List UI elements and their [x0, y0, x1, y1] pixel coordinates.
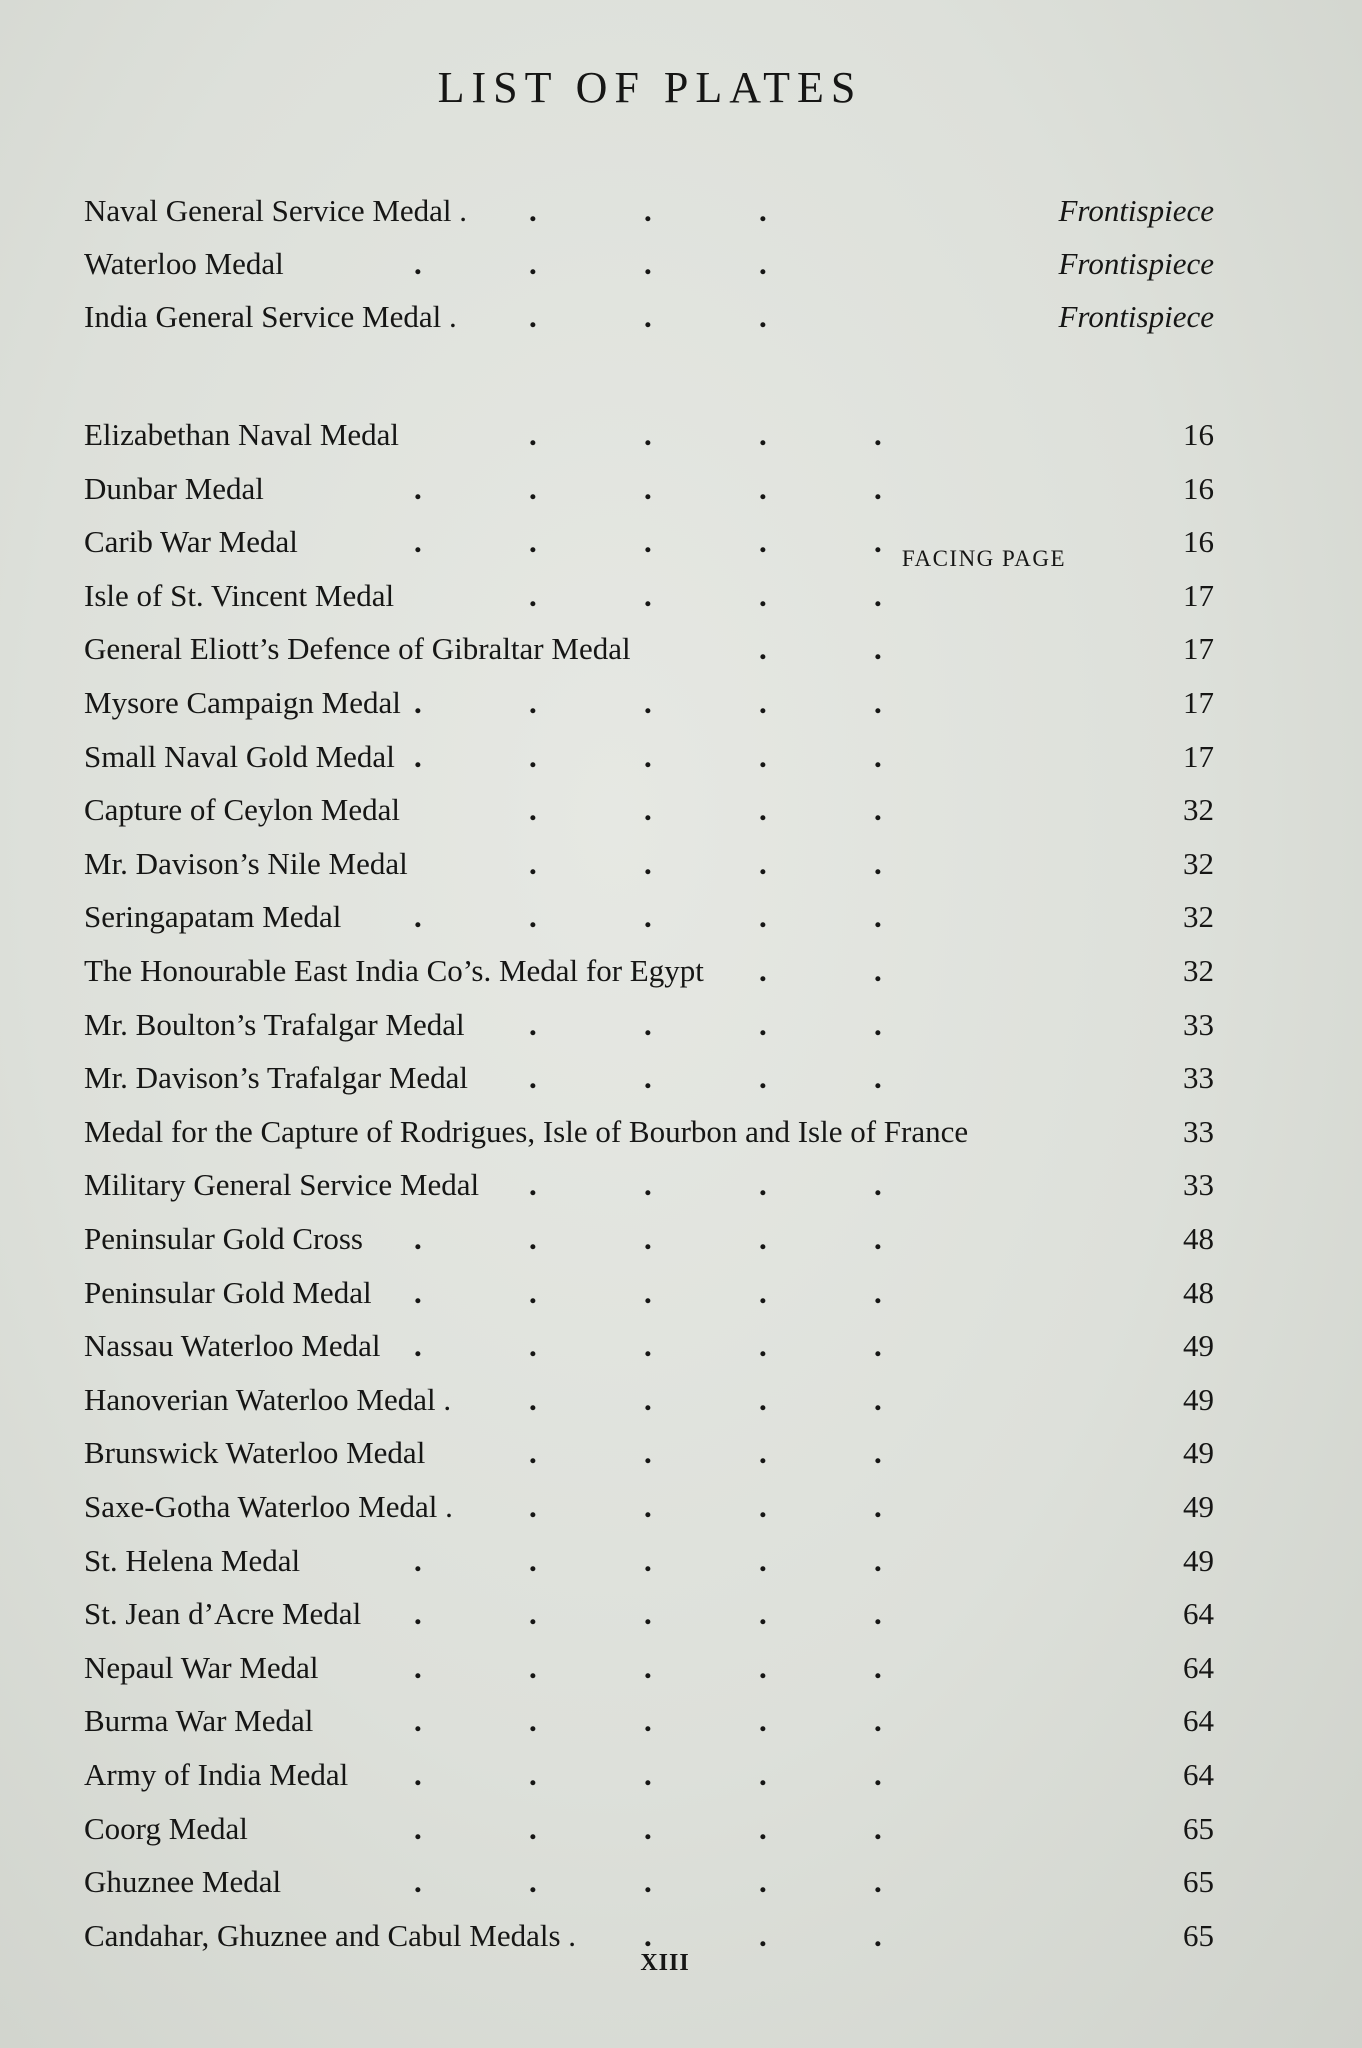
page-number: 17 [1183, 685, 1214, 720]
page-number: 16 [1183, 417, 1214, 452]
leader-dots [84, 294, 1214, 340]
leader-dots [84, 1484, 1214, 1530]
leader-dot: . [644, 1435, 652, 1470]
leader-dot: . [529, 1060, 537, 1095]
leader-dot: . [759, 193, 767, 228]
plate-title: Small Naval Gold Medal [84, 739, 395, 774]
plate-entry [84, 573, 1214, 619]
leader-dot: . [759, 1864, 767, 1899]
leader-dot: . [529, 578, 537, 613]
leader-dot: . [759, 1650, 767, 1685]
plate-entry [84, 1216, 1214, 1262]
plate-entry [84, 1484, 1214, 1530]
leader-dot: . [414, 1275, 422, 1310]
page-number: 33 [1183, 1007, 1214, 1042]
plate-title: Hanoverian Waterloo Medal . [84, 1382, 452, 1417]
leader-dot: . [759, 299, 767, 334]
leader-dot: . [414, 739, 422, 774]
leader-dots [84, 412, 1214, 458]
leader-dot: . [414, 685, 422, 720]
leader-dot: . [759, 1007, 767, 1042]
leader-dot: . [874, 1864, 882, 1899]
leader-dots [84, 1162, 1214, 1208]
leader-dot: . [644, 739, 652, 774]
page-number: 49 [1183, 1489, 1214, 1524]
page-number: 65 [1183, 1811, 1214, 1846]
leader-dot: . [529, 1489, 537, 1524]
leader-dot: . [874, 1007, 882, 1042]
page-number: 17 [1183, 739, 1214, 774]
leader-dots [84, 894, 1214, 940]
plate-title: Peninsular Gold Medal [84, 1275, 372, 1310]
leader-dot: . [644, 1275, 652, 1310]
leader-dot: . [414, 1328, 422, 1363]
plate-title: Mysore Campaign Medal [84, 685, 401, 720]
plate-entry [84, 841, 1214, 887]
leader-dot: . [874, 1918, 882, 1953]
plate-title: Mr. Davison’s Nile Medal [84, 846, 408, 881]
leader-dot: . [874, 1221, 882, 1256]
leader-dot: . [874, 1543, 882, 1578]
leader-dot: . [644, 1221, 652, 1256]
page-number: 33 [1183, 1114, 1214, 1149]
plate-entry [84, 1538, 1214, 1584]
leader-dot: . [644, 1007, 652, 1042]
leader-dot: . [529, 1757, 537, 1792]
leader-dot: . [759, 846, 767, 881]
plate-entry [84, 626, 1214, 672]
leader-dots [84, 1698, 1214, 1744]
leader-dot: . [414, 471, 422, 506]
leader-dot: . [414, 1543, 422, 1578]
plate-entry [84, 1806, 1214, 1852]
leader-dot: . [874, 953, 882, 988]
plate-entry [84, 1055, 1214, 1101]
leader-dot: . [874, 1167, 882, 1202]
leader-dot: . [874, 792, 882, 827]
leader-dots [84, 241, 1214, 287]
leader-dot: . [529, 524, 537, 559]
leader-dot: . [759, 1918, 767, 1953]
leader-dot: . [644, 1060, 652, 1095]
leader-dot: . [874, 631, 882, 666]
plate-title: Burma War Medal [84, 1703, 314, 1738]
leader-dot: . [644, 246, 652, 281]
leader-dot: . [529, 246, 537, 281]
plate-title: Mr. Davison’s Trafalgar Medal [84, 1060, 469, 1095]
page-number: 32 [1183, 846, 1214, 881]
leader-dot: . [529, 417, 537, 452]
leader-dot: . [414, 899, 422, 934]
page-title: LIST OF PLATES [437, 63, 863, 112]
leader-dot: . [529, 899, 537, 934]
leader-dot: . [644, 1864, 652, 1899]
leader-dot: . [759, 1275, 767, 1310]
plate-title: Capture of Ceylon Medal [84, 792, 400, 827]
leader-dot: . [529, 1275, 537, 1310]
leader-dots [84, 1216, 1214, 1262]
leader-dot: . [414, 1811, 422, 1846]
page-number: 48 [1183, 1221, 1214, 1256]
page-number: 65 [1183, 1918, 1214, 1953]
leader-dots [84, 626, 1214, 672]
page-number: 33 [1183, 1060, 1214, 1095]
plate-title: Saxe-Gotha Waterloo Medal . [84, 1489, 453, 1524]
plate-entry [84, 1430, 1214, 1476]
leader-dot: . [644, 1918, 652, 1953]
leader-dot: . [874, 1703, 882, 1738]
leader-dot: . [644, 1489, 652, 1524]
leader-dot: . [874, 417, 882, 452]
leader-dot: . [644, 846, 652, 881]
leader-dot: . [529, 1864, 537, 1899]
page-number: 16 [1183, 524, 1214, 559]
leader-dot: . [644, 193, 652, 228]
plate-entry [84, 1162, 1214, 1208]
leader-dot: . [644, 578, 652, 613]
leader-dots [84, 1055, 1214, 1101]
leader-dot: . [529, 792, 537, 827]
leader-dot: . [644, 1811, 652, 1846]
leader-dots [84, 787, 1214, 833]
leader-dots [84, 948, 1214, 994]
leader-dot: . [759, 1811, 767, 1846]
leader-dot: . [874, 899, 882, 934]
leader-dot: . [759, 471, 767, 506]
leader-dot: . [529, 1650, 537, 1685]
leader-dot: . [874, 1811, 882, 1846]
plate-title: St. Helena Medal [84, 1543, 301, 1578]
leader-dot: . [874, 1489, 882, 1524]
plate-entry [84, 1859, 1214, 1905]
leader-dot: . [759, 792, 767, 827]
leader-dot: . [759, 1328, 767, 1363]
leader-dot: . [414, 1703, 422, 1738]
leader-dot: . [529, 1382, 537, 1417]
page-number: 64 [1183, 1757, 1214, 1792]
leader-dot: . [874, 1060, 882, 1095]
plate-entry [84, 466, 1214, 512]
plate-title: Peninsular Gold Cross [84, 1221, 363, 1256]
leader-dot: . [529, 846, 537, 881]
leader-dot: . [529, 1167, 537, 1202]
plate-title: Naval General Service Medal . [84, 193, 468, 228]
page-folio: XIII [640, 1950, 690, 1976]
leader-dot: . [529, 1435, 537, 1470]
leader-dot: . [529, 1221, 537, 1256]
leader-dot: . [644, 1167, 652, 1202]
frontispiece-entry [84, 188, 1214, 234]
leader-dot: . [414, 1757, 422, 1792]
frontispiece-ref: Frontispiece [1058, 193, 1214, 228]
facing-page-header: FACING PAGE [901, 546, 1066, 571]
leader-dot: . [759, 1703, 767, 1738]
leader-dot: . [644, 299, 652, 334]
plate-entry [84, 1752, 1214, 1798]
leader-dot: . [874, 1382, 882, 1417]
leader-dot: . [414, 1221, 422, 1256]
page-number: 65 [1183, 1864, 1214, 1899]
page-number: 32 [1183, 953, 1214, 988]
page-number: 64 [1183, 1650, 1214, 1685]
leader-dot: . [759, 1221, 767, 1256]
plate-entry [84, 1645, 1214, 1691]
plate-title: Medal for the Capture of Rodrigues, Isle of Bourbon and Isle of France [84, 1114, 969, 1149]
page-number: 49 [1183, 1435, 1214, 1470]
leader-dot: . [529, 1543, 537, 1578]
plate-title: India General Service Medal . [84, 299, 457, 334]
plate-entry [84, 1591, 1214, 1637]
leader-dot: . [874, 846, 882, 881]
leader-dot: . [644, 1703, 652, 1738]
leader-dots [84, 1270, 1214, 1316]
leader-dot: . [644, 1596, 652, 1631]
plate-entry [84, 680, 1214, 726]
page-number: 64 [1183, 1596, 1214, 1631]
leader-dot: . [759, 578, 767, 613]
leader-dot: . [644, 1543, 652, 1578]
leader-dot: . [529, 685, 537, 720]
plate-title: Elizabethan Naval Medal [84, 417, 400, 452]
plate-title: Nassau Waterloo Medal [84, 1328, 381, 1363]
leader-dots [84, 680, 1214, 726]
page-number: 32 [1183, 792, 1214, 827]
plate-entry [84, 734, 1214, 780]
leader-dots [84, 1591, 1214, 1637]
leader-dot: . [759, 1489, 767, 1524]
page-number: 49 [1183, 1328, 1214, 1363]
page-number: 48 [1183, 1275, 1214, 1310]
leader-dot: . [529, 1007, 537, 1042]
leader-dot: . [874, 685, 882, 720]
leader-dots [84, 1002, 1214, 1048]
page-number: 32 [1183, 899, 1214, 934]
plate-title: Candahar, Ghuznee and Cabul Medals . [84, 1918, 577, 1953]
page-number: 64 [1183, 1703, 1214, 1738]
leader-dot: . [759, 685, 767, 720]
plate-entry [84, 1002, 1214, 1048]
leader-dot: . [529, 299, 537, 334]
leader-dot: . [644, 899, 652, 934]
leader-dot: . [644, 471, 652, 506]
plate-entry [84, 787, 1214, 833]
leader-dot: . [874, 471, 882, 506]
leader-dots [84, 1430, 1214, 1476]
leader-dot: . [874, 1275, 882, 1310]
page-number: 17 [1183, 631, 1214, 666]
leader-dot: . [759, 631, 767, 666]
plate-title: Mr. Boulton’s Trafalgar Medal [84, 1007, 465, 1042]
leader-dot: . [759, 524, 767, 559]
page-number: 33 [1183, 1167, 1214, 1202]
leader-dot: . [759, 1757, 767, 1792]
leader-dot: . [759, 899, 767, 934]
leader-dot: . [759, 246, 767, 281]
leader-dot: . [644, 1757, 652, 1792]
frontispiece-ref: Frontispiece [1058, 299, 1214, 334]
leader-dots [84, 1752, 1214, 1798]
page-number: 49 [1183, 1543, 1214, 1578]
leader-dot: . [644, 685, 652, 720]
plate-entry [84, 1109, 1214, 1155]
leader-dot: . [414, 1596, 422, 1631]
plate-title: Army of India Medal [84, 1757, 349, 1792]
leader-dot: . [529, 1596, 537, 1631]
plate-title: The Honourable East India Co’s. Medal for Egypt [84, 953, 704, 988]
leader-dot: . [644, 524, 652, 559]
leader-dot: . [874, 1596, 882, 1631]
frontispiece-ref: Frontispiece [1058, 246, 1214, 281]
page-number: 49 [1183, 1382, 1214, 1417]
plate-title: Seringapatam Medal [84, 899, 342, 934]
leader-dot: . [529, 1328, 537, 1363]
leader-dot: . [759, 1435, 767, 1470]
leader-dots [84, 1806, 1214, 1852]
leader-dots [84, 466, 1214, 512]
leader-dot: . [759, 1596, 767, 1631]
leader-dot: . [644, 1650, 652, 1685]
plate-title: Dunbar Medal [84, 471, 264, 506]
leader-dot: . [529, 193, 537, 228]
plate-entry [84, 948, 1214, 994]
plate-entry [84, 412, 1214, 458]
leader-dot: . [644, 1382, 652, 1417]
plate-title: Isle of St. Vincent Medal [84, 578, 395, 613]
leader-dot: . [529, 1811, 537, 1846]
plate-title: Waterloo Medal [84, 246, 284, 281]
leader-dot: . [874, 1757, 882, 1792]
plate-title: Ghuznee Medal [84, 1864, 282, 1899]
leader-dot: . [759, 953, 767, 988]
leader-dots [84, 734, 1214, 780]
plate-entry [84, 894, 1214, 940]
leader-dot: . [874, 1435, 882, 1470]
plate-entry [84, 1698, 1214, 1744]
plate-title: Coorg Medal [84, 1811, 248, 1846]
leader-dot: . [529, 1703, 537, 1738]
leader-dots [84, 1377, 1214, 1423]
leader-dot: . [529, 739, 537, 774]
leader-dot: . [414, 246, 422, 281]
plate-title: Nepaul War Medal [84, 1650, 319, 1685]
leader-dot: . [644, 792, 652, 827]
leader-dot: . [414, 1864, 422, 1899]
plate-title: General Eliott’s Defence of Gibraltar Medal [84, 631, 631, 666]
leader-dot: . [414, 1650, 422, 1685]
leader-dot: . [759, 1060, 767, 1095]
leader-dot: . [759, 1167, 767, 1202]
leader-dot: . [874, 578, 882, 613]
leader-dots [84, 1859, 1214, 1905]
leader-dots [84, 1645, 1214, 1691]
plate-title: St. Jean d’Acre Medal [84, 1596, 362, 1631]
plate-title: Military General Service Medal [84, 1167, 480, 1202]
leader-dots [84, 1538, 1214, 1584]
leader-dot: . [759, 417, 767, 452]
leader-dot: . [644, 417, 652, 452]
leader-dot: . [874, 1650, 882, 1685]
leader-dot: . [874, 1328, 882, 1363]
leader-dot: . [874, 524, 882, 559]
plate-entry [84, 1323, 1214, 1369]
leader-dots [84, 1323, 1214, 1369]
leader-dot: . [874, 739, 882, 774]
page-number: 17 [1183, 578, 1214, 613]
leader-dots [84, 573, 1214, 619]
plate-title: Brunswick Waterloo Medal [84, 1435, 426, 1470]
leader-dot: . [759, 739, 767, 774]
frontispiece-entry [84, 241, 1214, 287]
leader-dot: . [759, 1543, 767, 1578]
leader-dots [84, 841, 1214, 887]
leader-dot: . [759, 1382, 767, 1417]
leader-dot: . [529, 471, 537, 506]
leader-dot: . [644, 1328, 652, 1363]
leader-dots [84, 188, 1214, 234]
leader-dot: . [414, 524, 422, 559]
plate-entry [84, 1377, 1214, 1423]
frontispiece-entry [84, 294, 1214, 340]
plate-title: Carib War Medal [84, 524, 298, 559]
plate-entry [84, 1270, 1214, 1316]
page-number: 16 [1183, 471, 1214, 506]
